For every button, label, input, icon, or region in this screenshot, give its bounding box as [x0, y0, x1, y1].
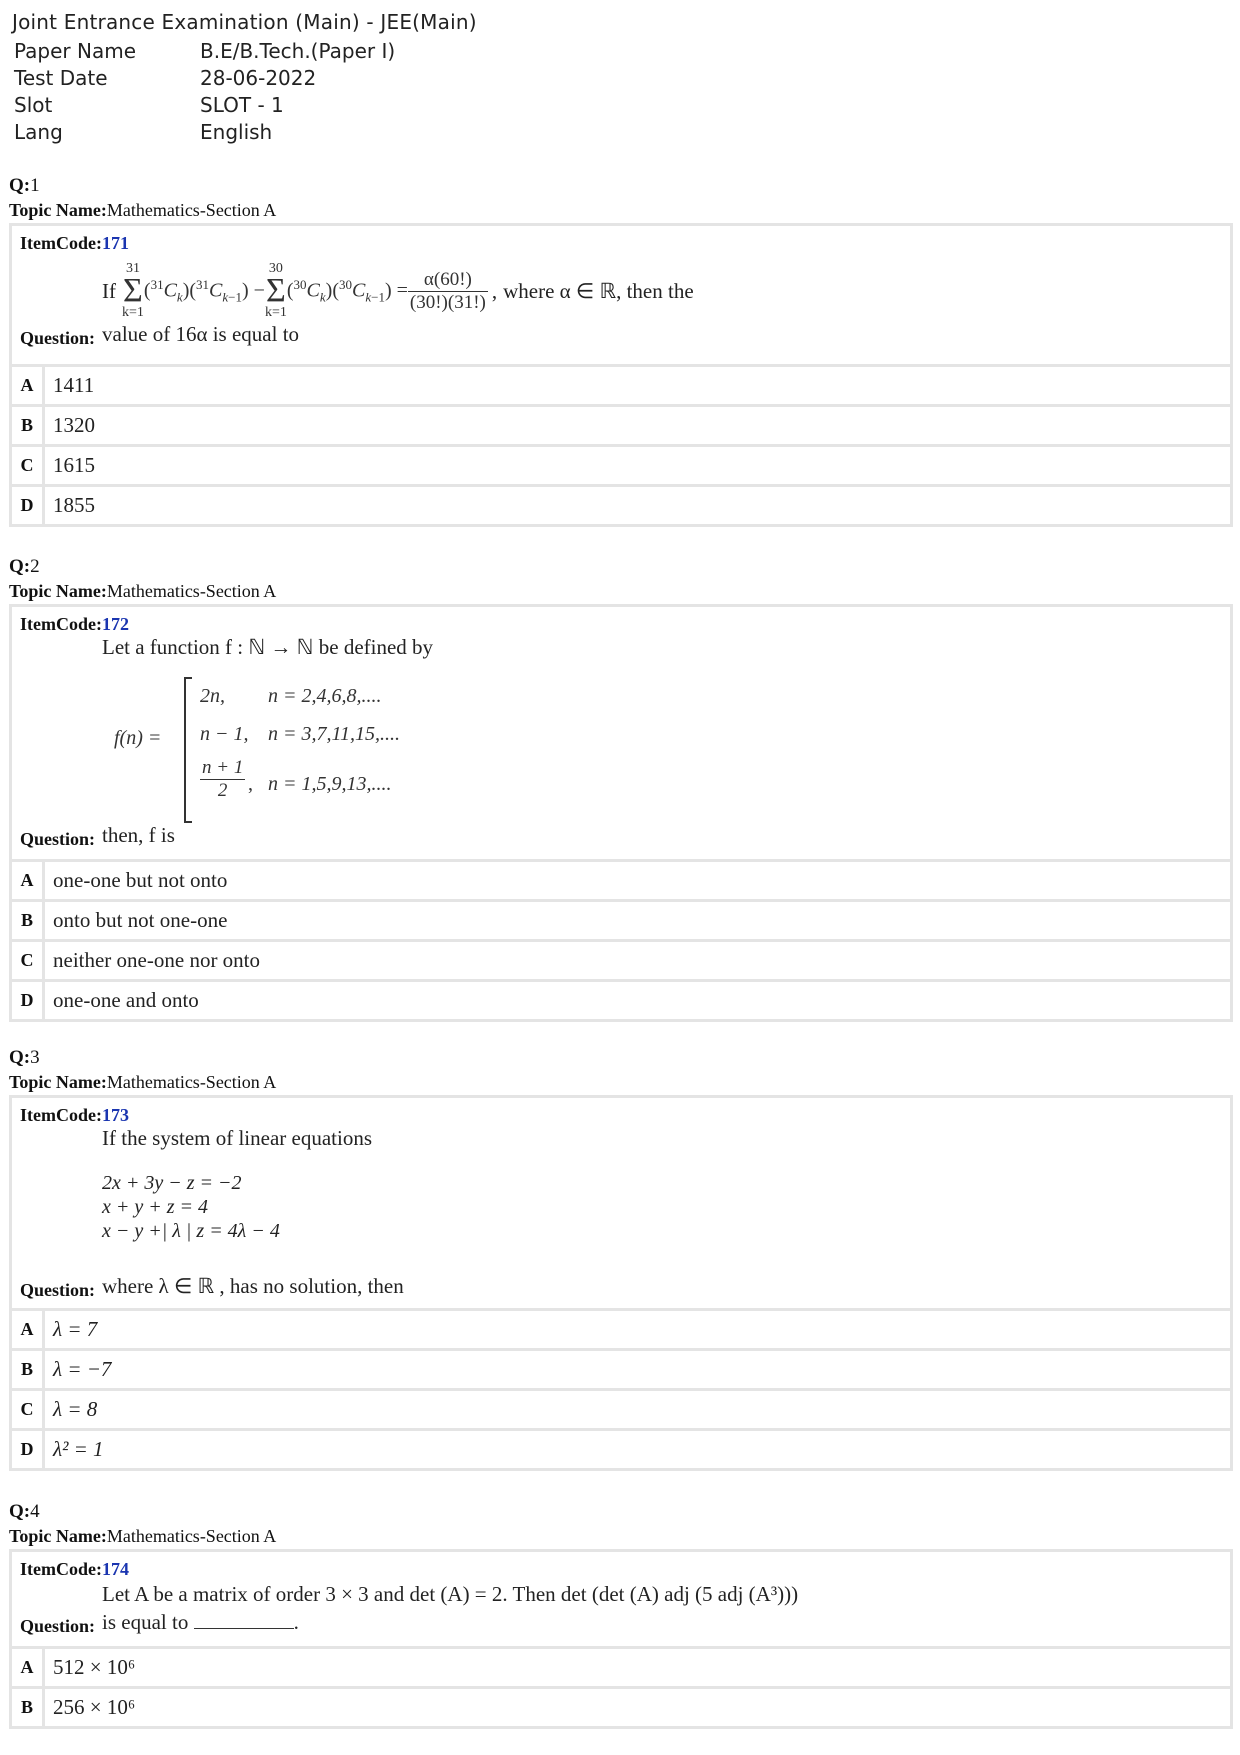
- piece-cond: n = 2,4,6,8,....: [268, 685, 382, 707]
- option-d[interactable]: D 1855: [12, 487, 1230, 524]
- topic-name: Topic Name:Mathematics-Section A: [9, 1526, 277, 1546]
- item-code: ItemCode:172: [20, 614, 129, 634]
- piece-fraction: $\frac{n + 1}{2}$: [202, 757, 244, 801]
- option-b[interactable]: B 1320: [12, 407, 1230, 447]
- piece-expr: 2n,: [200, 685, 225, 707]
- piece-cond: n = 1,5,9,13,....: [268, 773, 392, 795]
- question-box: [9, 223, 1233, 527]
- topic-name: Topic Name:Mathematics-Section A: [9, 581, 277, 601]
- header-value: 28-06-2022: [200, 66, 317, 90]
- question-box: [9, 604, 1233, 1022]
- header-value: SLOT - 1: [200, 93, 284, 117]
- answer-blank: [194, 1614, 294, 1629]
- question-text: Let A be a matrix of order 3 × 3 and det (A) = 2. Then det (det (A) adj (5 adj (A³))): [102, 1582, 799, 1606]
- sum-symbol: 30 Σ k=1: [264, 260, 287, 321]
- question-4: [9, 1500, 1233, 1729]
- question-text: then, f is: [102, 823, 175, 847]
- option-a[interactable]: A λ = 7: [12, 1311, 1230, 1351]
- header-key: Slot: [14, 93, 53, 117]
- piecewise-brace: [184, 677, 192, 823]
- sum-symbol: 31 Σ k=1: [122, 260, 144, 321]
- option-a[interactable]: A 512 × 10⁶: [12, 1649, 1230, 1689]
- question-label: Question:: [20, 1280, 96, 1300]
- option-b[interactable]: B 256 × 10⁶: [12, 1689, 1230, 1726]
- question-text-2: is equal to .: [102, 1610, 299, 1634]
- question-stem: [12, 607, 1230, 859]
- question-box: [9, 1095, 1233, 1471]
- option-b[interactable]: B λ = −7: [12, 1351, 1230, 1391]
- header-value: English: [200, 120, 273, 144]
- options-list: [12, 364, 1230, 524]
- equation-2: x + y + z = 4: [102, 1196, 209, 1218]
- question-number: Q:2: [9, 556, 40, 577]
- header-value: B.E/B.Tech.(Paper I): [200, 39, 396, 63]
- option-d[interactable]: D one-one and onto: [12, 982, 1230, 1019]
- item-code: ItemCode:171: [20, 233, 129, 253]
- question-text: where λ ∈ ℝ , has no solution, then: [102, 1274, 404, 1298]
- question-2: [9, 555, 1233, 1022]
- function-label: f(n) =: [114, 727, 162, 749]
- question-label: Question:: [20, 1616, 96, 1636]
- header-key: Paper Name: [14, 39, 137, 63]
- fraction: $\frac{\alpha(60!)}{(30!)(31!)}$: [409, 268, 486, 313]
- header-key: Lang: [14, 120, 63, 144]
- option-a[interactable]: A one-one but not onto: [12, 862, 1230, 902]
- question-stem: [12, 1098, 1230, 1308]
- question-number: Q:4: [9, 1501, 40, 1522]
- exam-title: Joint Entrance Examination (Main) - JEE(Main): [12, 10, 477, 34]
- options-list: [12, 859, 1230, 1019]
- option-c[interactable]: C λ = 8: [12, 1391, 1230, 1431]
- option-a[interactable]: A 1411: [12, 367, 1230, 407]
- option-b[interactable]: B onto but not one-one: [12, 902, 1230, 942]
- equation-3: x − y +| λ | z = 4λ − 4: [102, 1220, 280, 1242]
- item-code: ItemCode:174: [20, 1559, 129, 1579]
- question-label: Question:: [20, 829, 96, 849]
- question-text: Let a function f : ℕ → ℕ be defined by: [102, 635, 434, 659]
- question-number: Q:3: [9, 1047, 40, 1068]
- question-1: [9, 174, 1233, 527]
- header-row-test-date: [12, 65, 477, 92]
- option-c[interactable]: C 1615: [12, 447, 1230, 487]
- option-c[interactable]: C neither one-one nor onto: [12, 942, 1230, 982]
- topic-name: Topic Name:Mathematics-Section A: [9, 200, 277, 220]
- header-row-slot: [12, 92, 477, 119]
- option-d[interactable]: D λ² = 1: [12, 1431, 1230, 1468]
- equation-1: 2x + 3y − z = −2: [102, 1172, 242, 1194]
- question-text: If the system of linear equations: [102, 1126, 373, 1150]
- question-stem: [12, 226, 1230, 364]
- question-text: value of 16α is equal to: [102, 322, 300, 346]
- piece-expr: n − 1,: [200, 723, 249, 745]
- question-box: [9, 1549, 1233, 1729]
- question-stem: [12, 1552, 1230, 1646]
- question-number: Q:1: [9, 175, 40, 196]
- piece-cond: n = 3,7,11,15,....: [268, 723, 401, 745]
- header-key: Test Date: [14, 66, 108, 90]
- exam-header: [12, 10, 477, 146]
- comma: ,: [248, 773, 253, 795]
- question-formula: If 31 Σ k=1 $(^{31}C_k)(^{31}C_{k-1})$ − 30 Σ k=1 $(^{30}C_k)(^{30}C_{k-1})$ = $\frac{\alpha(60!)}{(30!)(31!)}$ , where α ∈ ℝ, then the: [102, 260, 694, 321]
- options-list: [12, 1646, 1230, 1726]
- options-list: [12, 1308, 1230, 1468]
- question-3: [9, 1046, 1233, 1471]
- topic-name: Topic Name:Mathematics-Section A: [9, 1072, 277, 1092]
- item-code: ItemCode:173: [20, 1105, 129, 1125]
- header-row-paper-name: [12, 38, 477, 65]
- header-row-lang: [12, 119, 477, 146]
- question-label: Question:: [20, 328, 96, 348]
